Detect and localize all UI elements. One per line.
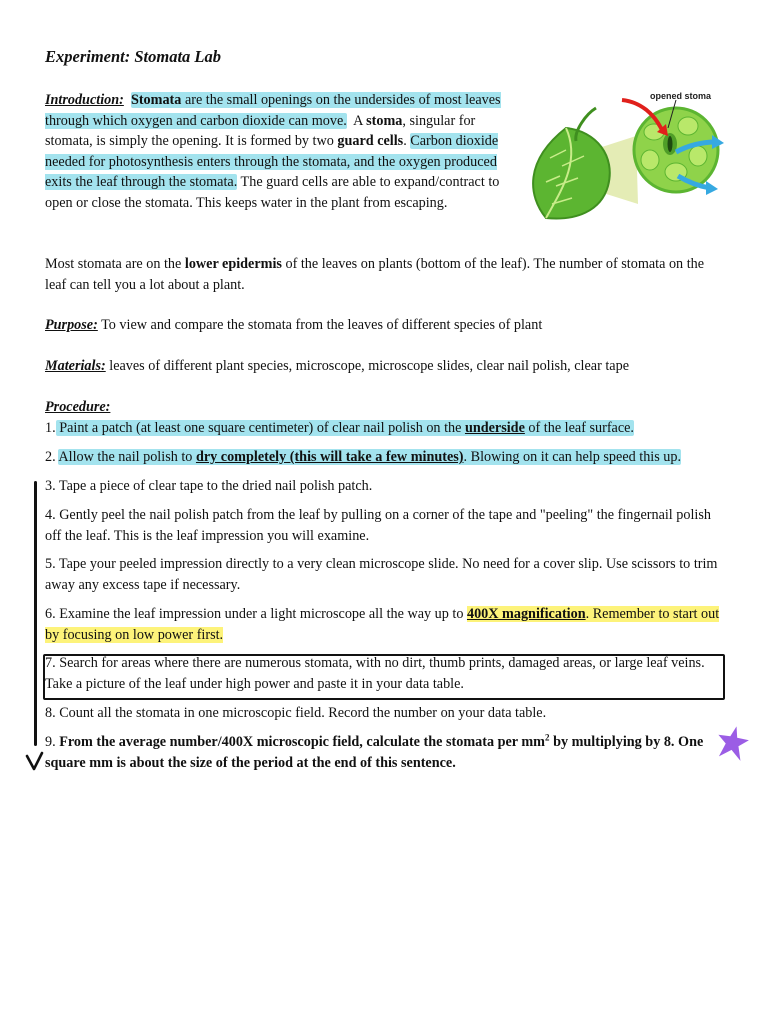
step-6-text-b: . Remember to start out by focusing on low power first. [45, 606, 720, 643]
lower-epidermis-term: lower epidermis [184, 256, 282, 272]
procedure-step-6 [45, 604, 725, 645]
step-1-text-b: of the leaf surface. [524, 420, 634, 436]
intro-sentence-2b: , singular for stomata, is simply the opening. It is formed by two [45, 112, 476, 149]
step-9-number: 9. [45, 734, 60, 750]
step-9-bold [45, 734, 703, 771]
intro-sentence-2c: . [403, 133, 407, 149]
procedure-step-1 [45, 418, 735, 439]
stomata-term: Stomata [130, 92, 182, 108]
step-2-text-b: . Blowing on it can help speed this up. [463, 449, 682, 465]
margin-bracket-line [34, 481, 37, 746]
procedure-step-3: 3. Tape a piece of clear tape to the dried nail polish patch. [45, 478, 373, 494]
intro-sentence-2a: A [353, 112, 367, 129]
purpose-text: To view and compare the stomata from the leaves of different species of plant [97, 317, 543, 333]
purpose-line [45, 315, 725, 336]
para2-text-a: Most stomata are on the [45, 256, 185, 272]
step-9-text-a: From the average number/400X microscopic field, calculate the stomata per mm [59, 734, 546, 750]
procedure-step-9 [45, 732, 725, 773]
guard-cells-term: guard cells [337, 133, 404, 149]
leaf-icon [533, 108, 610, 219]
materials-text: leaves of different plant species, microscope, microscope slides, clear nail polish, clear tape [105, 358, 629, 374]
step-9-text-b: by multiplying by 8. One square mm is about the size of the period at the end of this sentence. [45, 734, 704, 771]
materials-line [45, 356, 725, 377]
procedure-heading [45, 397, 110, 418]
step-6-text-a: 6. Examine the leaf impression under a light microscope all the way up to [45, 606, 467, 622]
procedure-step-5: 5. Tape your peeled impression directly to a very clean microscope slide. No need for a cover slip. Use scissors to trim away any excess tape if necessary. [45, 556, 718, 593]
step-2-number: 2. [45, 449, 59, 465]
dry-completely-term: dry completely (this will take a few minutes) [195, 449, 464, 465]
procedure-label: Procedure: [45, 399, 111, 415]
figure-label: opened stoma [650, 91, 712, 101]
epidermis-paragraph [45, 254, 725, 295]
introduction-label: Introduction: [45, 92, 124, 108]
introduction-paragraph [45, 90, 520, 213]
procedure-step-4: 4. Gently peel the nail polish patch from the leaf by pulling on a corner of the tape and "peeling" the fingernail polish off the leaf. This is the leaf impression you will examine. [45, 507, 711, 544]
step-1-number: 1. [45, 420, 56, 436]
intro-sentence-1: are the small openings on the undersides of most leaves through which oxygen and carbon dioxide can move. [45, 92, 501, 129]
step-1-highlight [56, 420, 634, 436]
page-title: Experiment: Stomata Lab [45, 47, 222, 66]
intro-highlight-2: Carbon dioxide needed for photosynthesis enters through the stomata, and the oxygen produced exits the leaf through the stomata. [45, 133, 499, 190]
procedure-step-8: 8. Count all the stomata in one microscopic field. Record the number on your data table. [45, 705, 547, 721]
star-icon [716, 725, 750, 768]
intro-sentence-4: The guard cells are able to expand/contract to open or close the stomata. This keeps water in the plant from escaping. [45, 174, 500, 211]
procedure-step-7: 7. Search for areas where there are numerous stomata, with no dirt, thumb prints, damaged areas, or large leaf veins. Take a picture of the leaf under high power and paste it in your data table. [45, 655, 705, 692]
step-1-text-a: Paint a patch (at least one square centimeter) of clear nail polish on the [55, 420, 465, 436]
stoma-illustration [526, 86, 726, 233]
check-mark-icon [24, 750, 48, 781]
stoma-term: stoma [366, 112, 403, 129]
step-9-superscript: 2 [545, 732, 550, 743]
materials-label: Materials: [45, 358, 106, 374]
underside-term: underside [464, 420, 525, 436]
step-2-text-a: Allow the nail polish to [58, 449, 196, 465]
step-2-highlight [58, 449, 681, 465]
procedure-step-2 [45, 447, 735, 468]
magnification-term: 400X magnification [466, 606, 586, 622]
purpose-label: Purpose: [45, 317, 98, 333]
para2-text-b: of the leaves on plants (bottom of the leaf). The number of stomata on the leaf can tell you a lot about a plant. [45, 256, 705, 293]
